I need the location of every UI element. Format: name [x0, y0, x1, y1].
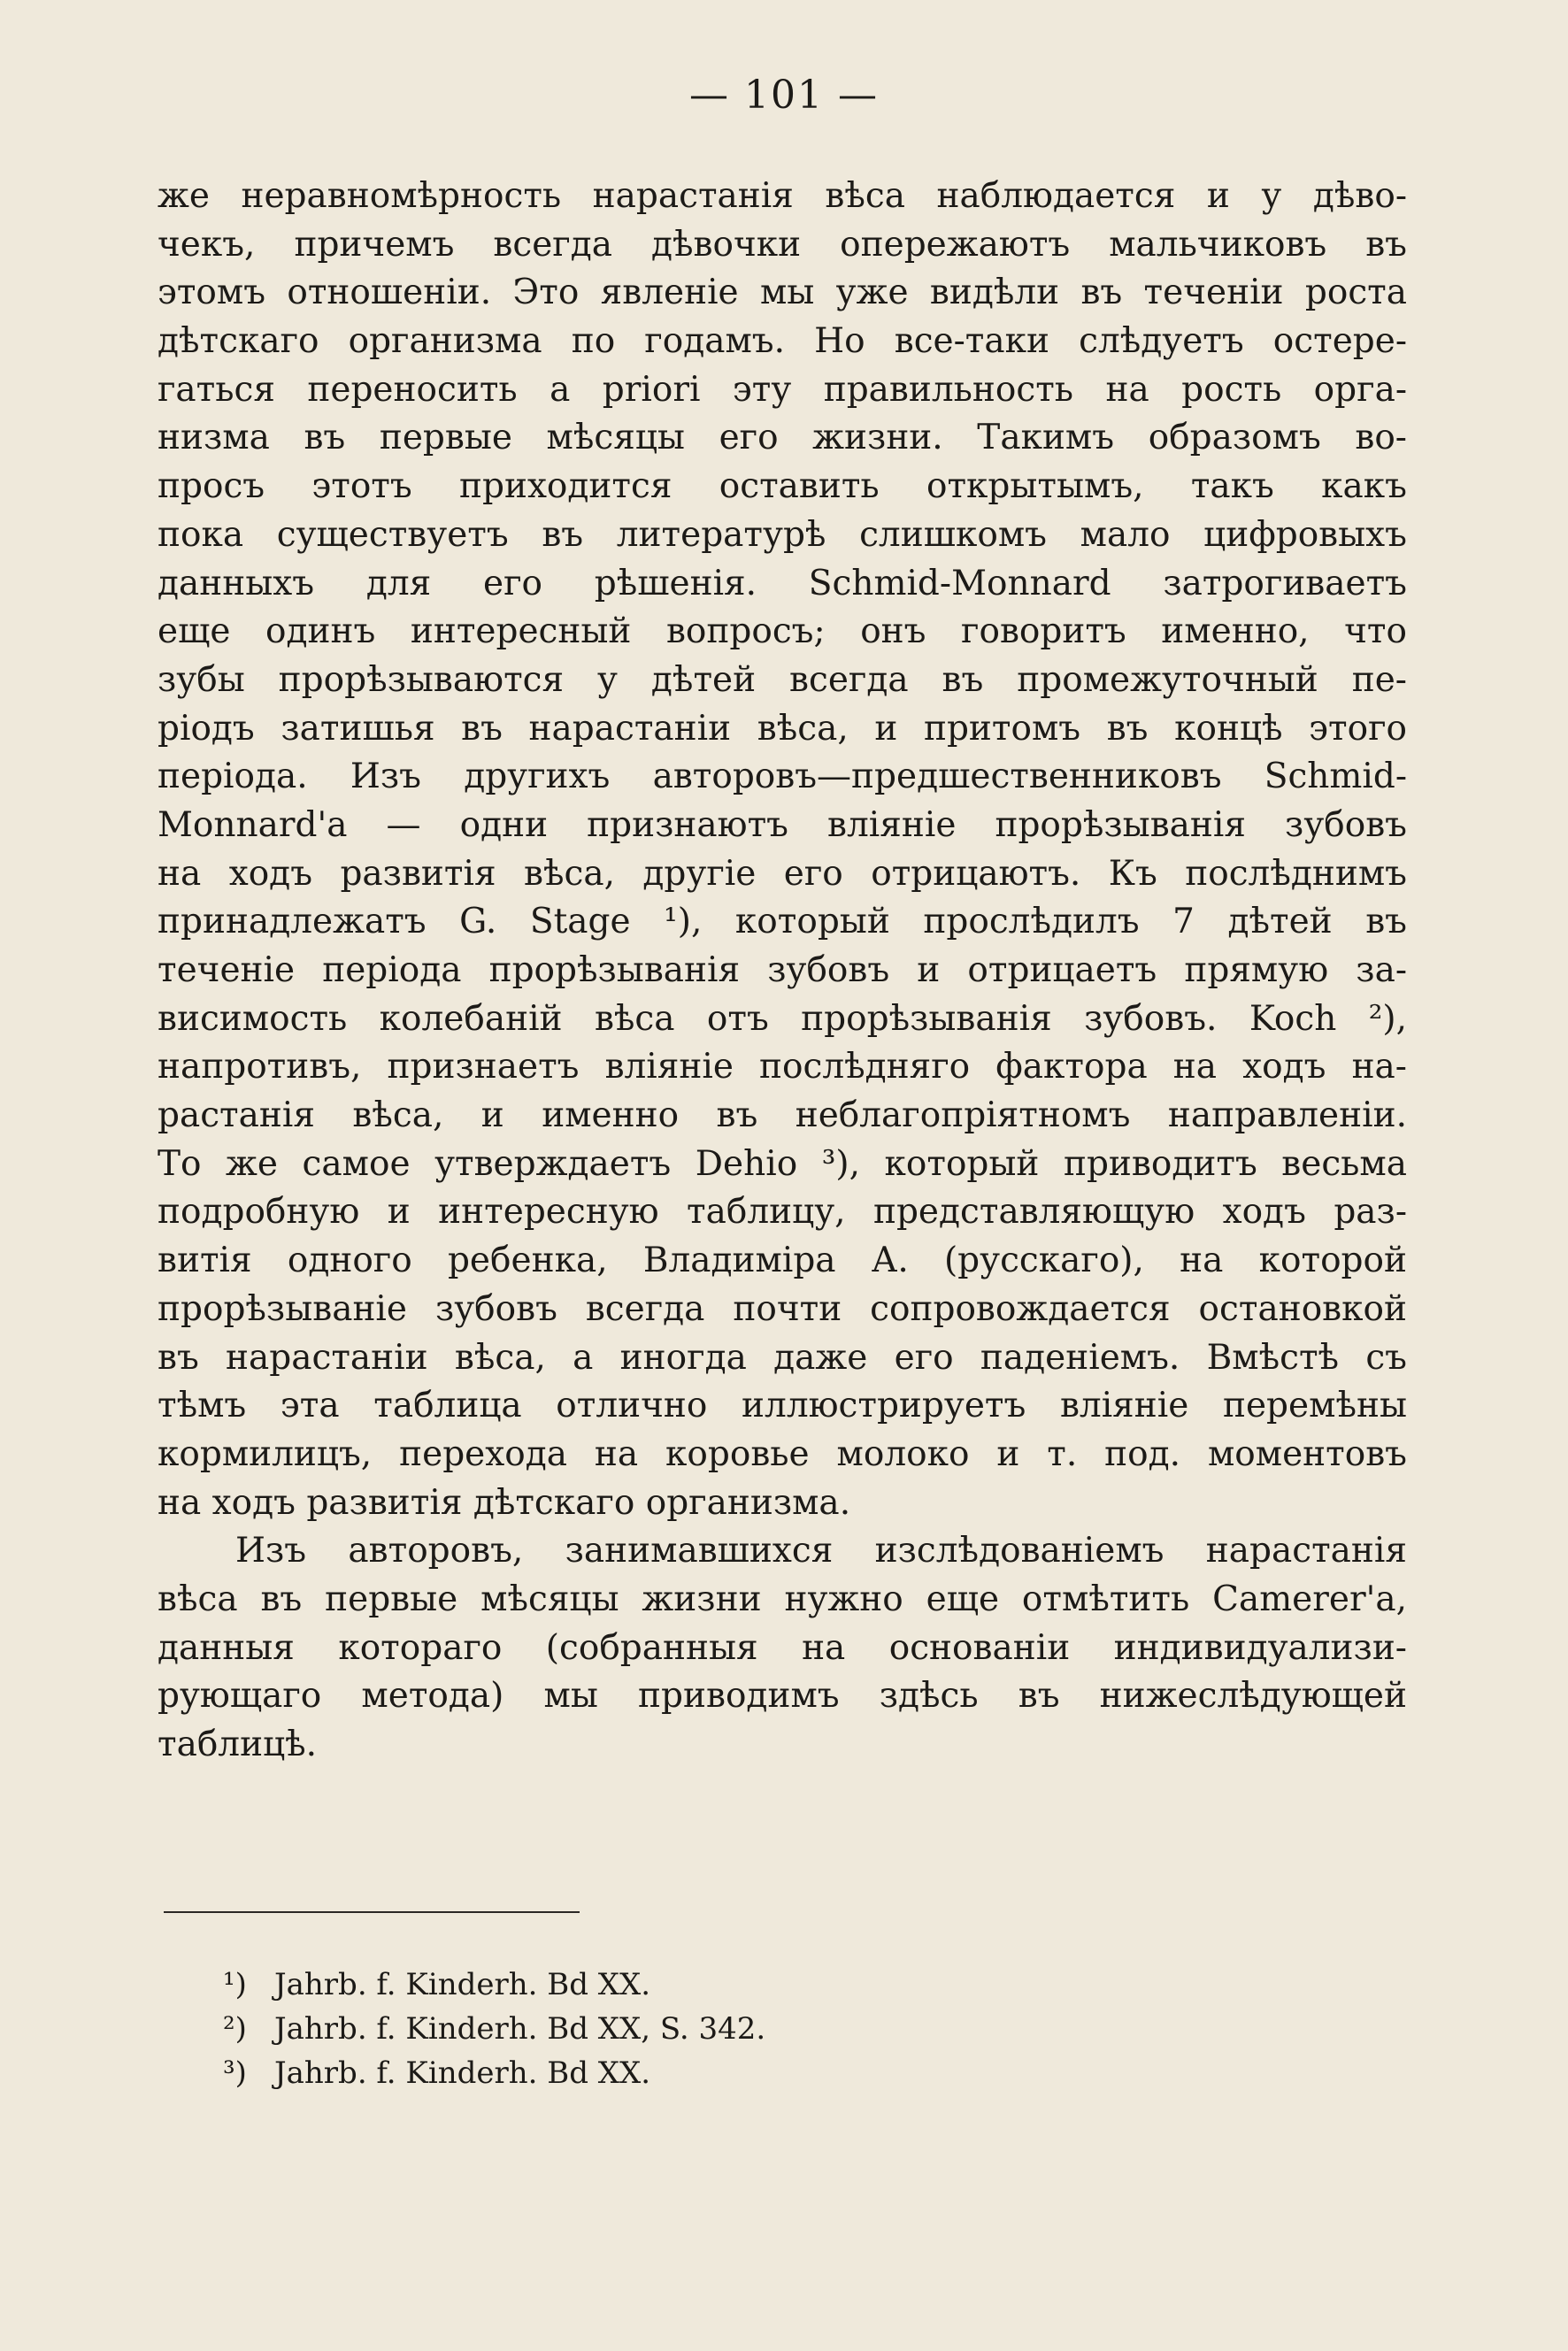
footnote-text: Jahrb. f. Kinderh. Bd XX, S. 342. [274, 2011, 766, 2047]
text-line: Изъ авторовъ, занимавшихся изслѣдованіемъ нарастанія [235, 1531, 1407, 1571]
text-line: рующаго метода) мы приводимъ здѣсь въ нижеслѣдующей [158, 1676, 1407, 1717]
text-line: Monnard'а — одни признаютъ вліяніе прорѣзыванія зубовъ [158, 804, 1407, 845]
text-line: висимость колебаній вѣса отъ прорѣзыванія зубовъ. Koch ²), [158, 998, 1407, 1039]
footnote-item [223, 1963, 1196, 2007]
text-line: принадлежатъ G. Stage ¹), который прослѣдилъ 7 дѣтей въ [158, 902, 1407, 942]
text-line: То же самое утверждаетъ Dehio ³), который приводитъ весьма [158, 1143, 1407, 1184]
footnote-mark: ²) [223, 2011, 247, 2047]
text-line: дѣтскаго организма по годамъ. Но все-таки слѣдуетъ остере- [158, 321, 1407, 362]
text-line: напротивъ, признаетъ вліяніе послѣдняго фактора на ходъ на- [158, 1047, 1407, 1087]
text-line: витія одного ребенка, Владиміра А. (русскаго), на которой [158, 1241, 1407, 1281]
text-line: данныхъ для его рѣшенія. Schmid-Monnard затрогиваетъ [158, 563, 1407, 603]
footnote-text: Jahrb. f. Kinderh. Bd XX. [274, 2055, 651, 2091]
text-line: гаться переносить a priori эту правильность на рость орга- [158, 369, 1407, 410]
text-line: вѣса въ первые мѣсяцы жизни нужно еще отмѣтить Camerer'а, [158, 1579, 1407, 1619]
text-line: на ходъ развитія дѣтскаго организма. [158, 1482, 851, 1523]
text-line: прорѣзываніе зубовъ всегда почти сопровождается остановкой [158, 1288, 1407, 1329]
text-line: чекъ, причемъ всегда дѣвочки опережаютъ мальчиковъ въ [158, 224, 1407, 265]
text-line: таблицѣ. [158, 1725, 318, 1764]
text-line: теченіе періода прорѣзыванія зубовъ и отрицаетъ прямую за- [158, 950, 1407, 990]
body-text [158, 173, 1407, 1770]
text-line: періода. Изъ другихъ авторовъ—предшественниковъ Schmid- [158, 757, 1407, 797]
text-line: этомъ отношеніи. Это явленіе мы уже видѣли въ теченіи роста [158, 273, 1407, 313]
footnotes [223, 1963, 1196, 2095]
text-line: пока существуетъ въ литературѣ слишкомъ мало цифровыхъ [158, 514, 1407, 555]
footnote-mark: ³) [223, 2055, 247, 2091]
text-line: кормилицъ, перехода на коровье молоко и т. под. моментовъ [158, 1433, 1407, 1474]
footnote-text: Jahrb. f. Kinderh. Bd XX. [274, 1967, 651, 2002]
footnote-mark: ¹) [223, 1967, 247, 2002]
text-line: на ходъ развитія вѣса, другіе его отрицаютъ. Къ послѣднимъ [158, 853, 1407, 894]
text-line: ріодъ затишья въ нарастаніи вѣса, и притомъ въ концѣ этого [158, 708, 1407, 749]
footnote-item [223, 2007, 1196, 2051]
text-line: данныя котораго (собранныя на основаніи индивидуализи- [158, 1627, 1407, 1668]
text-line: тѣмъ эта таблица отлично иллюстрируетъ вліяніе перемѣны [158, 1386, 1407, 1426]
text-line: въ нарастаніи вѣса, а иногда даже его паденіемъ. Вмѣстѣ съ [158, 1337, 1407, 1378]
text-line: же неравномѣрность нарастанія вѣса наблюдается и у дѣво- [158, 176, 1407, 216]
footnote-divider [164, 1911, 580, 1913]
footnote-item [223, 2051, 1196, 2095]
page-number: — 101 — [689, 73, 879, 118]
text-line: еще одинъ интересный вопросъ; онъ говоритъ именно, что [158, 611, 1407, 652]
text-line: подробную и интересную таблицу, представляющую ходъ раз- [158, 1192, 1407, 1233]
text-line: зубы прорѣзываются у дѣтей всегда въ промежуточный пе- [158, 659, 1407, 700]
text-line: низма въ первые мѣсяцы его жизни. Такимъ образомъ во- [158, 418, 1407, 458]
text-line: растанія вѣса, и именно въ неблагопріятномъ направленіи. [158, 1095, 1407, 1136]
text-line: просъ этотъ приходится оставить открытымъ, такъ какъ [158, 466, 1407, 507]
